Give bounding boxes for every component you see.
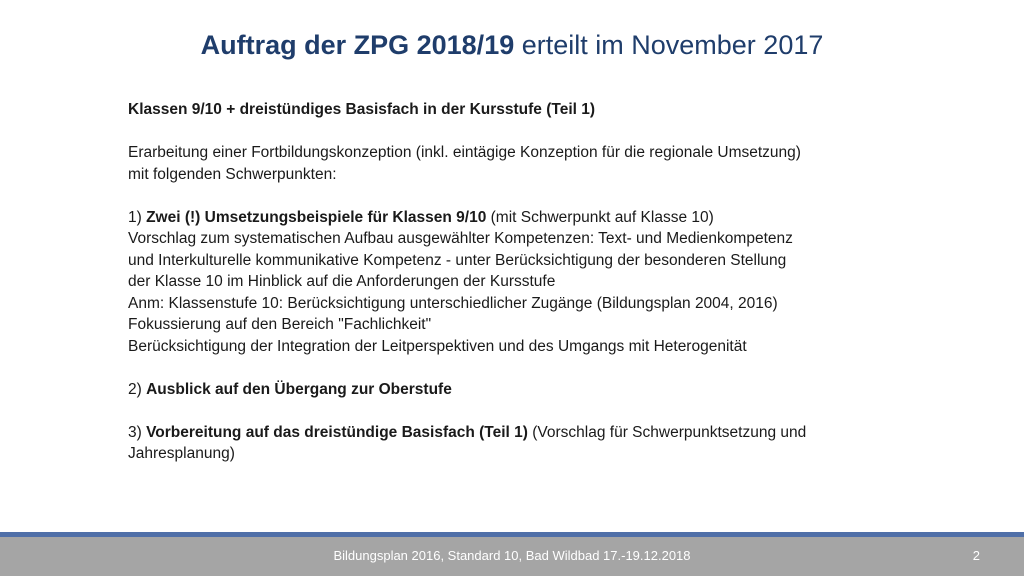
item-1-line-5: Anm: Klassenstufe 10: Berücksichtigung unterschiedlicher Zugänge (Bildungsplan 2004, 2016)	[128, 294, 778, 312]
spacer	[128, 185, 928, 207]
content-heading: Klassen 9/10 + dreistündiges Basisfach in der Kursstufe (Teil 1)	[128, 101, 596, 118]
slide-content	[128, 99, 928, 465]
item-1-line-4: der Klasse 10 im Hinblick auf die Anforderungen der Kursstufe	[128, 273, 556, 290]
spacer	[128, 400, 928, 422]
title-bold: Auftrag der ZPG 2018/19	[200, 30, 515, 60]
title-rest: erteilt im November 2017	[514, 30, 824, 60]
item-3-prefix: 3)	[128, 423, 147, 441]
item-1-bold: Zwei (!) Umsetzungsbeispiele für Klassen 9/10	[146, 208, 487, 226]
item-3-rest: (Vorschlag für Schwerpunktsetzung und	[527, 423, 807, 441]
item-1-prefix: 1)	[128, 208, 147, 226]
item-3-line-2: Jahresplanung)	[128, 445, 235, 462]
footer-text: Bildungsplan 2016, Standard 10, Bad Wildbad 17.-19.12.2018	[333, 548, 691, 563]
item-1-line-7: Berücksichtigung der Integration der Leitperspektiven und des Umgangs mit Heterogenität	[128, 337, 747, 355]
item-2-prefix: 2)	[128, 380, 147, 398]
item-1-line-2: Vorschlag zum systematischen Aufbau ausgewählter Kompetenzen: Text- und Medienkompetenz	[128, 230, 793, 247]
footer-bar	[0, 537, 1024, 576]
item-1-title	[128, 207, 928, 229]
item-2-bold: Ausblick auf den Übergang zur Oberstufe	[146, 380, 452, 398]
slide-title	[0, 30, 1024, 61]
intro-line-2: mit folgenden Schwerpunkten:	[128, 165, 337, 183]
item-1-rest: (mit Schwerpunkt auf Klasse 10)	[486, 208, 714, 226]
item-1-line-3: und Interkulturelle kommunikative Kompetenz - unter Berücksichtigung der besonderen Stellung	[128, 251, 787, 269]
spacer	[128, 357, 928, 379]
item-3-title	[128, 422, 928, 444]
item-2-title	[128, 379, 928, 401]
spacer	[128, 121, 928, 143]
intro-line-1: Erarbeitung einer Fortbildungskonzeption (inkl. eintägige Konzeption für die regionale Umsetzung)	[128, 144, 801, 161]
item-1-line-6: Fokussierung auf den Bereich "Fachlichkeit"	[128, 316, 432, 333]
item-3-bold: Vorbereitung auf das dreistündige Basisfach (Teil 1)	[146, 423, 528, 441]
page-number: 2	[972, 548, 980, 563]
